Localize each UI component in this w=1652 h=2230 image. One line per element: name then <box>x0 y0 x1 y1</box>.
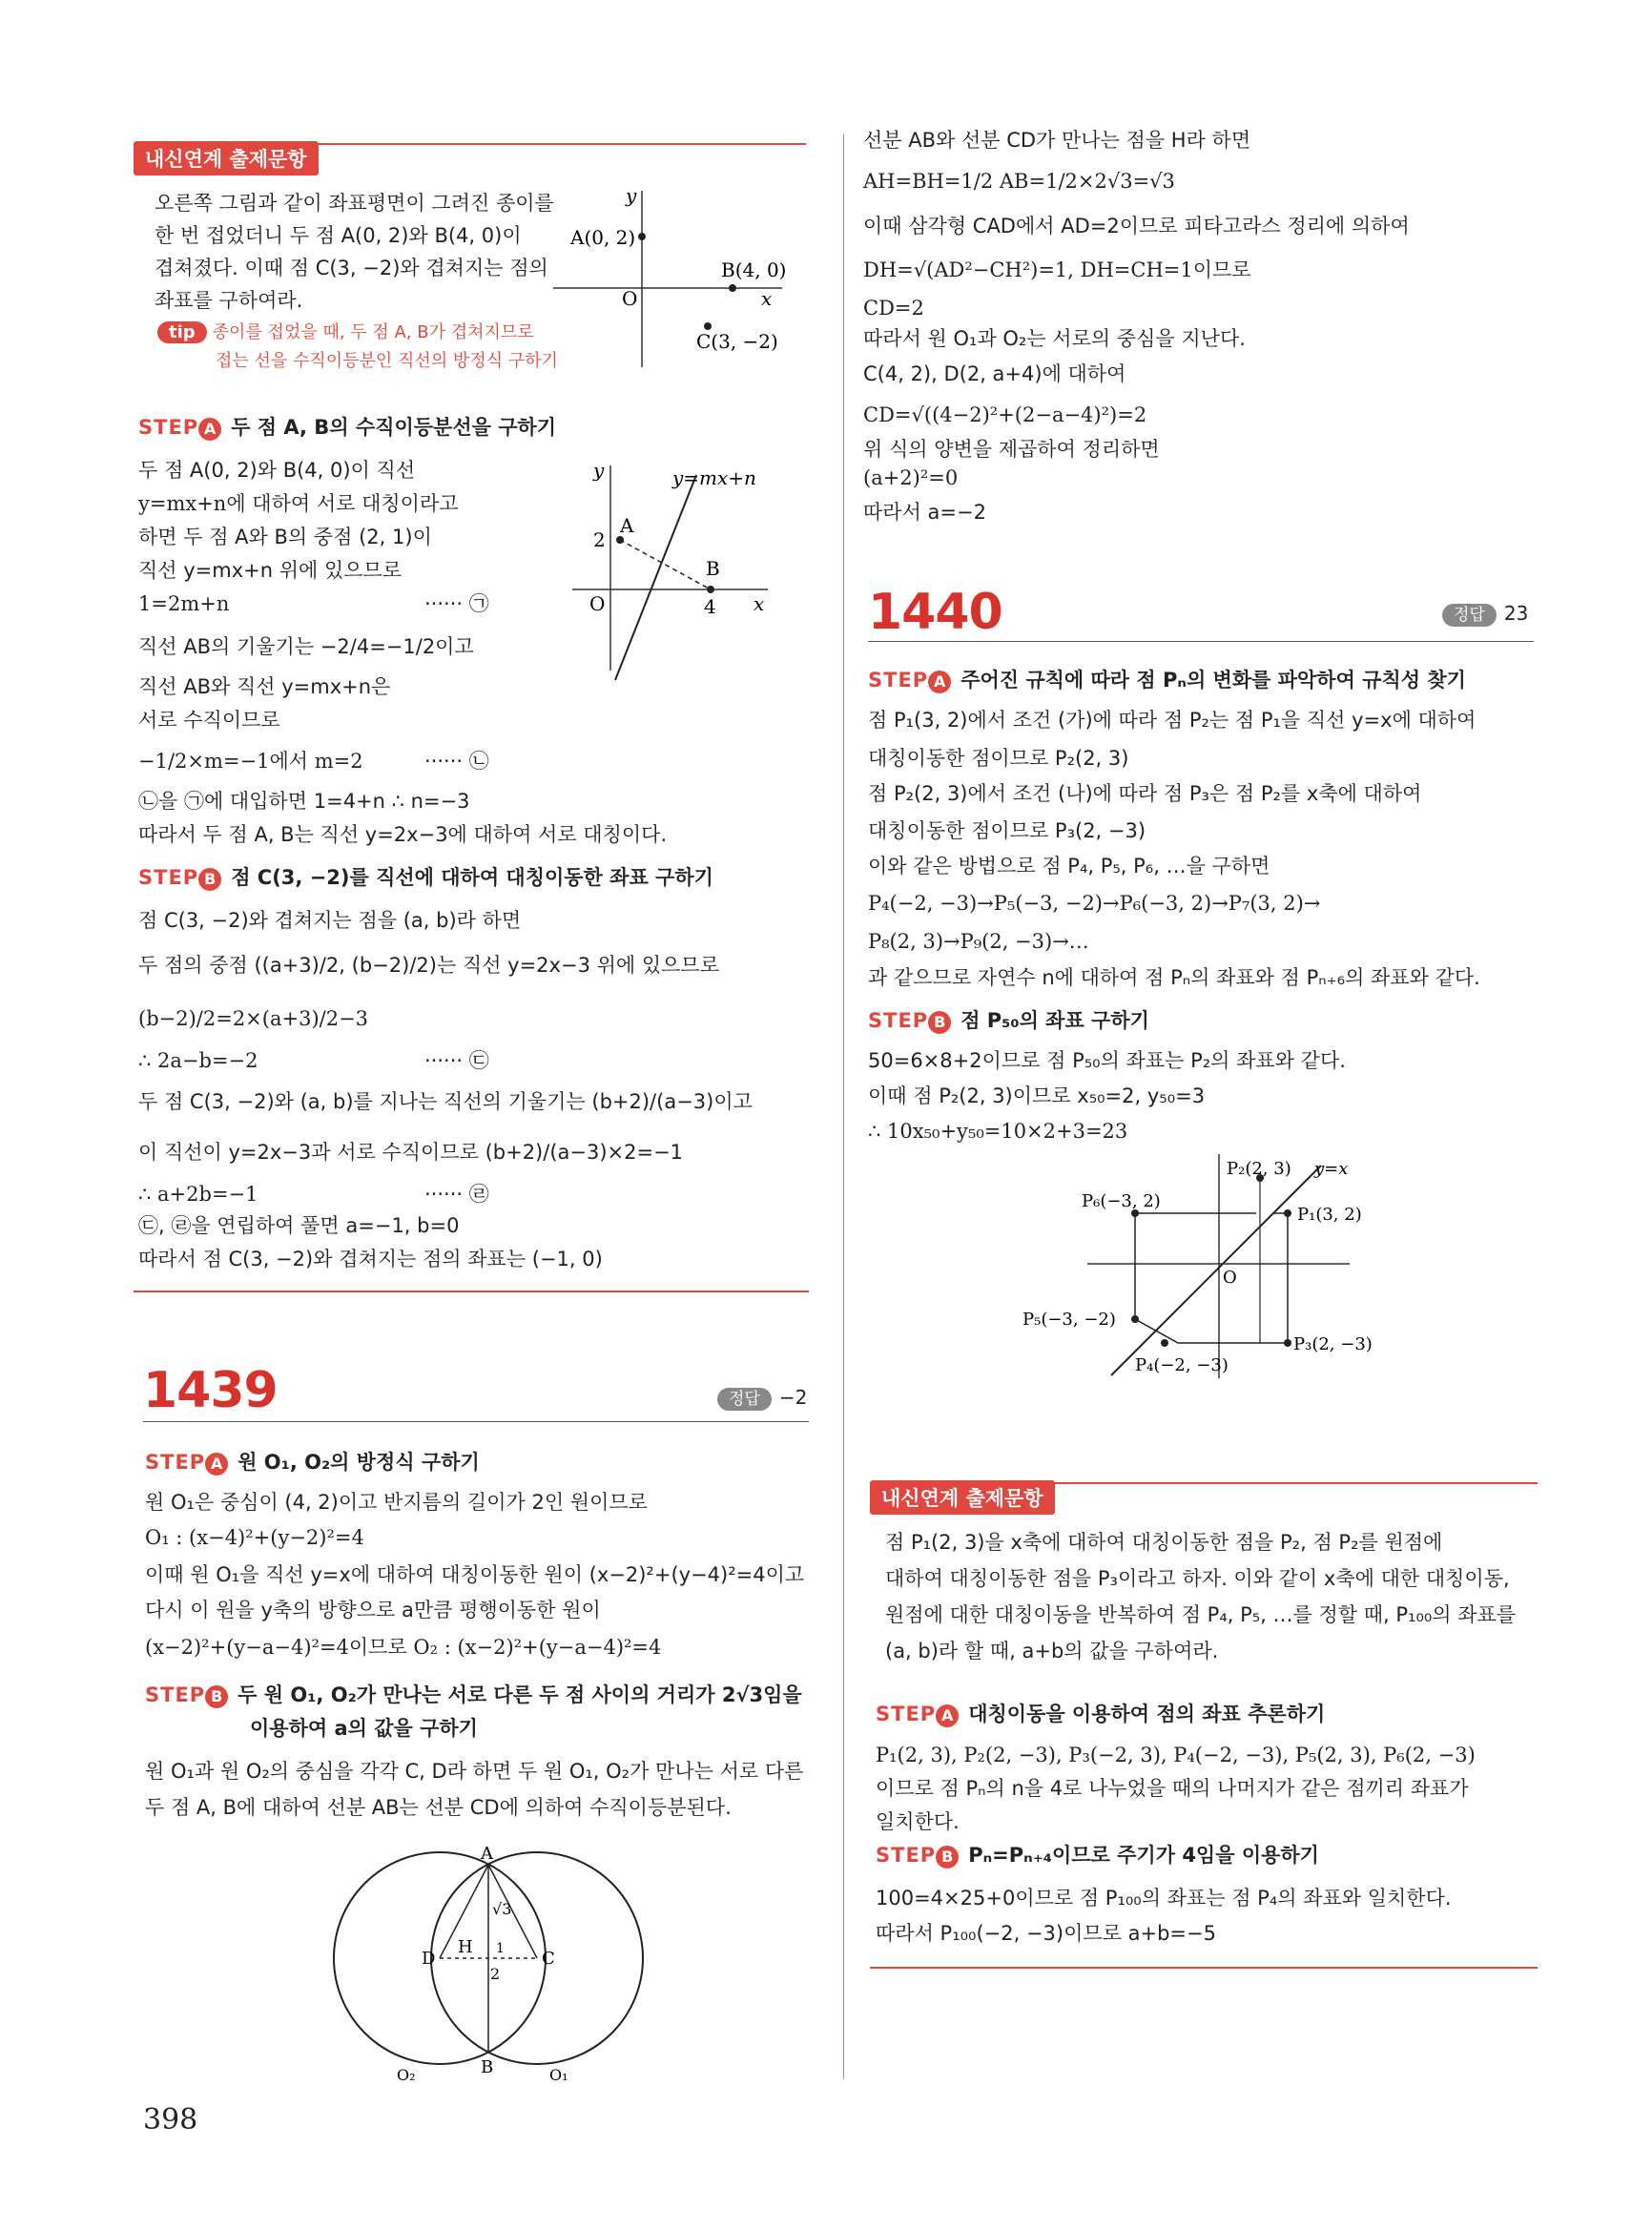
solution-line: ㉢, ㉣을 연립하여 풀면 a=−1, b=0 <box>138 1214 460 1237</box>
step-title: 두 원 O₁, O₂가 만나는 서로 다른 두 점 사이의 거리가 2√3임을 <box>237 1683 802 1706</box>
label-p2: P₂(2, 3) <box>1227 1159 1291 1179</box>
solution-line: 과 같으므로 자연수 n에 대하여 점 Pₙ의 좌표와 점 Pₙ₊₆의 좌표와 같다. <box>868 966 1480 989</box>
solution-line: ㉡을 ㉠에 대입하면 1=4+n ∴ n=−3 <box>138 790 470 813</box>
figure-point-cycle <box>1011 1149 1412 1388</box>
label-p3: P₃(2, −3) <box>1293 1334 1373 1354</box>
problem-rule <box>868 641 1534 642</box>
solution-line: 따라서 원 O₁과 O₂는 서로의 중심을 지난다. <box>863 327 1246 350</box>
problem-line: 점 P₁(2, 3)을 x축에 대하여 대칭이동한 점을 P₂, 점 P₂를 원점에 <box>885 1531 1443 1554</box>
intro-line: 겹쳐졌다. 이때 점 C(3, −2)와 겹쳐지는 점의 <box>155 257 548 279</box>
step-b-heading <box>868 1006 1149 1035</box>
point-p1 <box>1284 1209 1291 1217</box>
solution-line: DH=√(AD²−CH²)=1, DH=CH=1이므로 <box>863 258 1251 281</box>
step-title: 대칭이동을 이용하여 점의 좌표 추론하기 <box>968 1703 1326 1725</box>
solution-line: 이와 같은 방법으로 점 P₄, P₅, P₆, …을 구하면 <box>868 855 1270 878</box>
answer-value: 23 <box>1503 602 1529 625</box>
solution-line: 따라서 점 C(3, −2)와 겹쳐지는 점의 좌표는 (−1, 0) <box>138 1248 603 1270</box>
step-letter: B <box>936 1846 959 1869</box>
solution-line: 따라서 두 점 A, B는 직선 y=2x−3에 대하여 서로 대칭이다. <box>138 823 668 846</box>
point-a <box>616 536 624 544</box>
point-p3 <box>1284 1339 1291 1347</box>
solution-line: 따라서 a=−2 <box>863 501 986 524</box>
intro-line: 좌표를 구하여라. <box>155 289 303 312</box>
label-a: A(0, 2) <box>570 226 636 249</box>
label-b: B <box>481 2057 494 2077</box>
solution-line: y=mx+n에 대하여 서로 대칭이라고 <box>138 492 459 515</box>
solution-line: 점 C(3, −2)와 겹쳐지는 점을 (a, b)라 하면 <box>138 909 522 932</box>
point-c <box>704 322 712 330</box>
label-x: x <box>754 592 765 615</box>
solution-line: 이때 원 O₁을 직선 y=x에 대하여 대칭이동한 원이 (x−2)²+(y−4)²=4이고 <box>145 1563 805 1586</box>
solution-line: 대칭이동한 점이므로 P₃(2, −3) <box>868 819 1146 842</box>
solution-line: 직선 AB의 기울기는 −2/4=−1/2이고 <box>138 635 474 658</box>
solution-line: 두 점의 중점 ((a+3)/2, (b−2)/2)는 직선 y=2x−3 위에 있으므로 <box>138 954 719 977</box>
step-tag: STEP <box>868 669 929 692</box>
solution-line: C(4, 2), D(2, a+4)에 대하여 <box>863 362 1126 385</box>
point-p4 <box>1161 1339 1168 1347</box>
step-letter: B <box>928 1011 951 1034</box>
solution-line: (x−2)²+(y−a−4)²=4이므로 O₂ : (x−2)²+(y−a−4)²=4 <box>145 1636 662 1659</box>
solution-line: 서로 수직이므로 <box>138 709 280 732</box>
intro-line: 한 번 접었더니 두 점 A(0, 2)와 B(4, 0)이 <box>155 224 522 247</box>
solution-line: 다시 이 원을 y축의 방향으로 a만큼 평행이동한 원이 <box>145 1599 601 1621</box>
solution-line: ∴ a+2b=−1 <box>138 1183 258 1206</box>
segment-ab <box>620 540 711 589</box>
solution-line: 이때 점 P₂(2, 3)이므로 x₅₀=2, y₅₀=3 <box>868 1084 1206 1107</box>
step-title: 주어진 규칙에 따라 점 Pₙ의 변화를 파악하여 규칙성 찾기 <box>960 669 1466 692</box>
label-y: y <box>593 459 605 482</box>
solution-line: 원 O₁과 원 O₂의 중심을 각각 C, D라 하면 두 원 O₁, O₂가 만나는 서로 다른 <box>145 1760 804 1783</box>
line-y-mx-n <box>615 475 696 680</box>
step-letter: B <box>205 1685 228 1708</box>
solution-line: 두 점 A(0, 2)와 B(4, 0)이 직선 <box>138 459 416 482</box>
problem-line: 원점에 대한 대칭이동을 반복하여 점 P₄, P₅, …를 정할 때, P₁₀₀의 좌표를 <box>885 1603 1517 1626</box>
label-origin: O <box>1223 1268 1237 1288</box>
label-a: A <box>481 1844 493 1864</box>
step-tag: STEP <box>138 416 199 439</box>
solution-line: 이 직선이 y=2x−3과 서로 수직이므로 (b+2)/(a−3)×2=−1 <box>138 1141 684 1164</box>
label-o1: O₁ <box>549 2066 568 2084</box>
step-letter: A <box>198 418 221 441</box>
naesin-badge: 내신연계 출제문항 <box>870 1480 1055 1515</box>
solution-line: P₈(2, 3)→P₉(2, −3)→… <box>868 930 1089 953</box>
step-letter: B <box>198 868 221 891</box>
step-tag: STEP <box>145 1683 206 1706</box>
label-y: y <box>626 184 637 207</box>
equation-mark: ······ ㉡ <box>424 750 489 773</box>
step-title-cont: 이용하여 a의 값을 구하기 <box>250 1717 478 1740</box>
step-a-heading <box>145 1448 480 1476</box>
solution-line: (a+2)²=0 <box>863 466 959 489</box>
step-b-heading <box>145 1681 802 1709</box>
problem-rule <box>143 1421 809 1422</box>
step-tag: STEP <box>145 1451 206 1474</box>
step-a-heading <box>138 413 556 442</box>
problem-number: 1440 <box>868 584 1002 641</box>
solution-line: 50=6×8+2이므로 점 P₅₀의 좌표는 P₂의 좌표와 같다. <box>868 1049 1346 1072</box>
step-letter: A <box>936 1704 959 1727</box>
solution-line: 원 O₁은 중심이 (4, 2)이고 반지름의 길이가 2인 원이므로 <box>145 1491 648 1514</box>
label-one: 1 <box>496 1941 505 1956</box>
label-two: 2 <box>593 528 606 551</box>
step-title: 점 P₅₀의 좌표 구하기 <box>960 1009 1149 1032</box>
solution-line: 두 점 A, B에 대하여 선분 AB는 선분 CD에 의하여 수직이등분된다. <box>145 1796 732 1819</box>
label-b: B(4, 0) <box>721 258 787 281</box>
label-line: y=x <box>1314 1159 1349 1179</box>
label-origin: O <box>622 287 638 310</box>
solution-line: CD=2 <box>863 297 924 320</box>
step-tag: STEP <box>138 866 199 889</box>
step-b-heading <box>876 1841 1319 1869</box>
solution-line: −1/2×m=−1에서 m=2 <box>138 750 363 773</box>
label-c: C <box>542 1949 555 1969</box>
solution-line: 대칭이동한 점이므로 P₂(2, 3) <box>868 747 1129 770</box>
section-rule <box>870 1967 1538 1969</box>
solution-line: ∴ 2a−b=−2 <box>138 1049 258 1072</box>
answer-label: 정답 <box>1442 604 1497 627</box>
cycle-path <box>1135 1213 1288 1343</box>
equation-mark: ······ ㉣ <box>424 1183 489 1206</box>
label-p1: P₁(3, 2) <box>1297 1205 1362 1225</box>
label-origin: O <box>589 592 606 615</box>
solution-line: P₁(2, 3), P₂(2, −3), P₃(−2, 3), P₄(−2, −3), P₅(2, 3), P₆(2, −3) <box>876 1744 1476 1766</box>
answer-box <box>1442 601 1528 625</box>
tip-label: tip <box>157 321 207 343</box>
equation-mark: ······ ㉠ <box>424 592 489 615</box>
answer-label: 정답 <box>717 1388 772 1411</box>
solution-line: 이므로 점 Pₙ의 n을 4로 나누었을 때의 나머지가 같은 점끼리 좌표가 <box>876 1777 1469 1800</box>
section-rule <box>134 1291 809 1292</box>
label-h: H <box>458 1937 473 1957</box>
solution-line: 선분 AB와 선분 CD가 만나는 점을 H라 하면 <box>863 129 1251 152</box>
tip-line: 종이를 접었을 때, 두 점 A, B가 겹쳐지므로 <box>212 322 534 342</box>
solution-line: 100=4×25+0이므로 점 P₁₀₀의 좌표는 점 P₄의 좌표와 일치한다. <box>876 1887 1452 1910</box>
page-number: 398 <box>143 2103 198 2137</box>
solution-line: P₄(−2, −3)→P₅(−3, −2)→P₆(−3, 2)→P₇(3, 2)→ <box>868 892 1321 915</box>
equation-mark: ······ ㉢ <box>424 1049 489 1072</box>
solution-line: 직선 y=mx+n 위에 있으므로 <box>138 559 403 582</box>
answer-box <box>717 1385 807 1409</box>
solution-line: 위 식의 양변을 제곱하여 정리하면 <box>863 438 1160 461</box>
solution-line: 이때 삼각형 CAD에서 AD=2이므로 피타고라스 정리에 의하여 <box>863 215 1410 237</box>
solution-line: AH=BH=1/2 AB=1/2×2√3=√3 <box>863 170 1175 193</box>
step-title: 원 O₁, O₂의 방정식 구하기 <box>237 1451 480 1474</box>
label-b: B <box>706 557 720 580</box>
label-o2: O₂ <box>397 2066 416 2084</box>
solution-line: (b−2)/2=2×(a+3)/2−3 <box>138 1007 369 1030</box>
solution-line: 점 P₁(3, 2)에서 조건 (가)에 따라 점 P₂는 점 P₁을 직선 y=x에 대하여 <box>868 709 1476 732</box>
solution-line: ∴ 10x₅₀+y₅₀=10×2+3=23 <box>868 1120 1128 1143</box>
step-letter: A <box>928 671 951 693</box>
figure-perpendicular-bisector <box>563 456 801 690</box>
label-a: A <box>620 514 634 537</box>
answer-value: −2 <box>778 1386 808 1409</box>
point-b <box>729 284 736 292</box>
step-b-heading <box>138 863 713 892</box>
point-b <box>707 586 714 593</box>
label-four: 4 <box>704 595 716 618</box>
tip <box>157 320 534 345</box>
problem-line: 대하여 대칭이동한 점을 P₃이라고 하자. 이와 같이 x축에 대한 대칭이동, <box>885 1567 1510 1590</box>
label-d: D <box>422 1949 436 1969</box>
problem-number: 1439 <box>143 1362 278 1419</box>
solution-line: 따라서 P₁₀₀(−2, −3)이므로 a+b=−5 <box>876 1922 1216 1945</box>
column-divider <box>843 134 844 2079</box>
step-a-heading <box>876 1700 1325 1728</box>
naesin-badge: 내신연계 출제문항 <box>134 141 319 176</box>
solution-line: 1=2m+n <box>138 592 230 615</box>
step-tag: STEP <box>876 1844 937 1867</box>
label-two: 2 <box>490 1965 501 1983</box>
step-title: 점 C(3, −2)를 직선에 대하여 대칭이동한 좌표 구하기 <box>231 866 713 889</box>
step-a-heading <box>868 666 1466 694</box>
step-title: Pₙ=Pₙ₊₄이므로 주기가 4임을 이용하기 <box>968 1844 1319 1867</box>
solution-line: CD=√((4−2)²+(2−a−4)²)=2 <box>863 403 1147 426</box>
label-line: y=mx+n <box>672 466 756 489</box>
intro-line: 오른쪽 그림과 같이 좌표평면이 그려진 종이를 <box>155 192 554 215</box>
solution-line: 일치한다. <box>876 1810 960 1833</box>
label-x: x <box>761 287 773 310</box>
step-title: 두 점 A, B의 수직이등분선을 구하기 <box>231 416 557 439</box>
solution-line: 하면 두 점 A와 B의 중점 (2, 1)이 <box>138 526 432 548</box>
problem-line: (a, b)라 할 때, a+b의 값을 구하여라. <box>885 1640 1219 1662</box>
label-p5: P₅(−3, −2) <box>1022 1310 1116 1330</box>
label-root3: √3 <box>492 1900 512 1918</box>
solution-line: O₁ : (x−4)²+(y−2)²=4 <box>145 1526 364 1549</box>
step-tag: STEP <box>876 1703 937 1725</box>
solution-line: 두 점 C(3, −2)와 (a, b)를 지나는 직선의 기울기는 (b+2)/(a−3)이고 <box>138 1090 753 1113</box>
point-p5 <box>1131 1315 1139 1323</box>
solution-line: 직선 AB와 직선 y=mx+n은 <box>138 675 391 698</box>
step-letter: A <box>205 1453 228 1476</box>
label-p6: P₆(−3, 2) <box>1082 1191 1161 1211</box>
figure-two-circles <box>315 1836 658 2084</box>
tip-line: 접는 선을 수직이등분인 직선의 방정식 구하기 <box>216 351 558 371</box>
step-tag: STEP <box>868 1009 929 1032</box>
naesin-rule <box>134 143 806 145</box>
label-c: C(3, −2) <box>696 330 778 353</box>
figure-folding-points <box>553 181 801 372</box>
solution-line: 점 P₂(2, 3)에서 조건 (나)에 따라 점 P₃은 점 P₂를 x축에 대하여 <box>868 782 1422 805</box>
label-p4: P₄(−2, −3) <box>1135 1355 1229 1375</box>
point-a <box>638 233 646 240</box>
